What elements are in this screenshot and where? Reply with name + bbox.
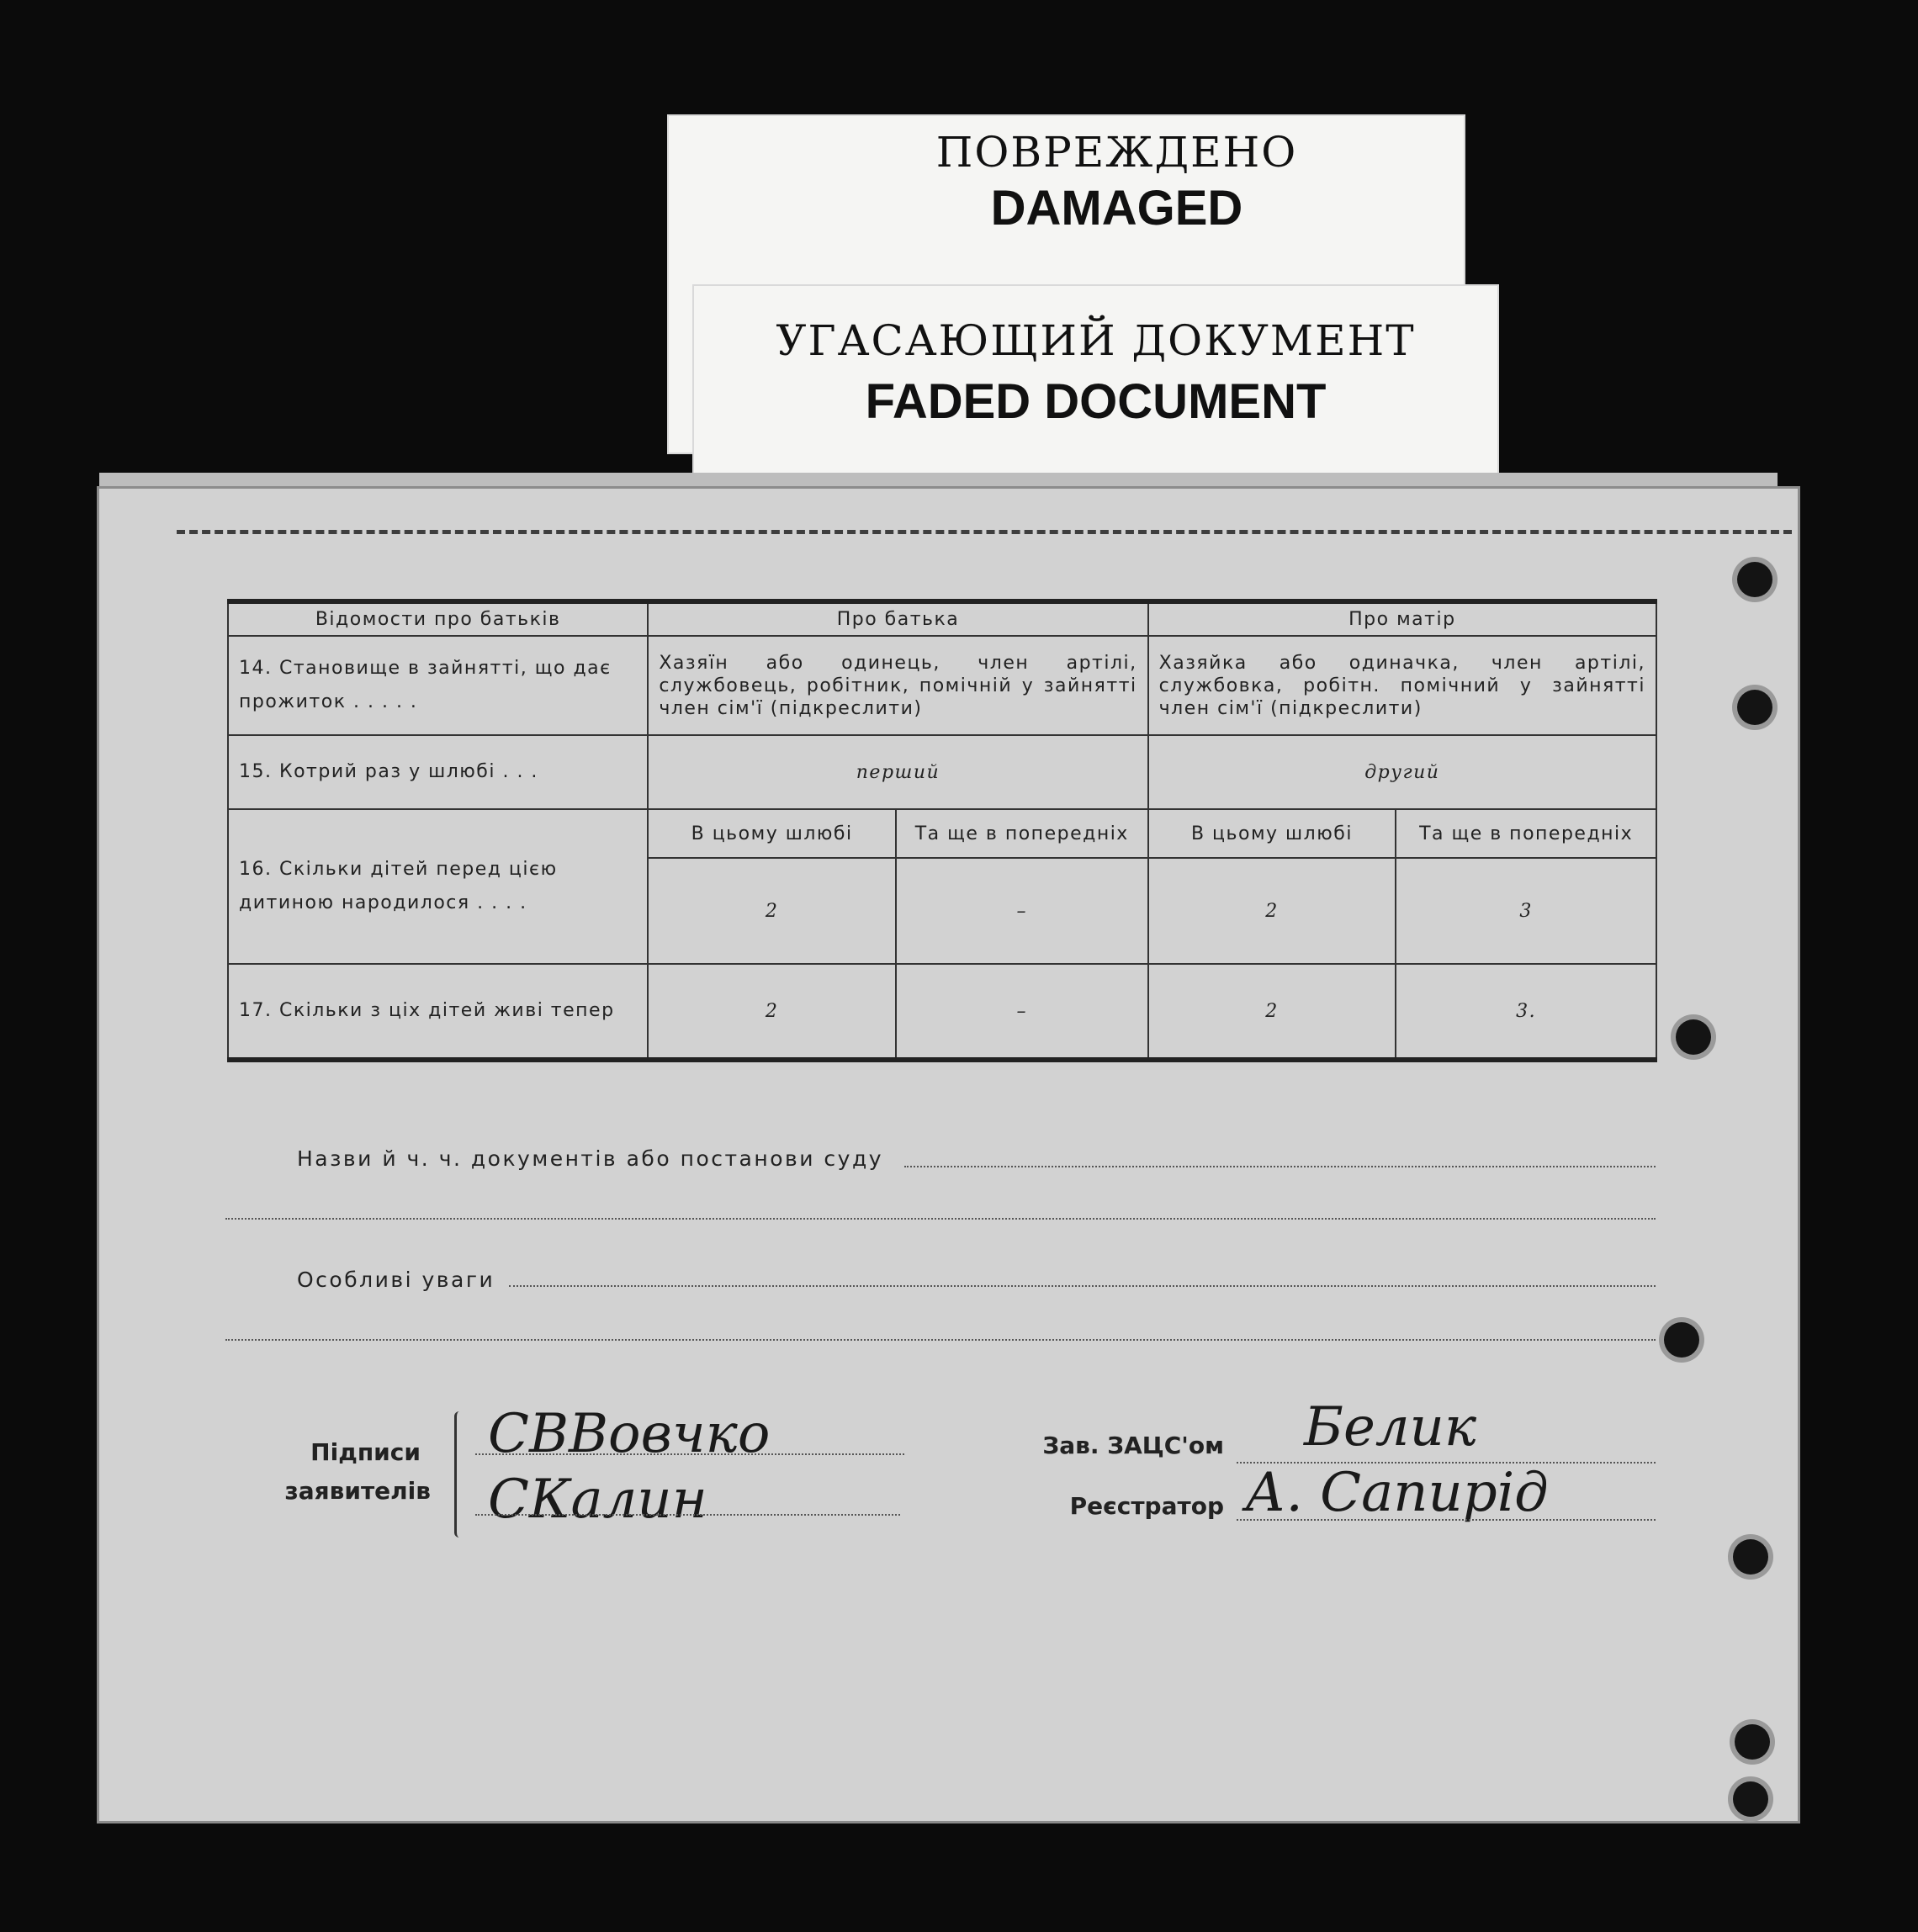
punch-hole	[1733, 1781, 1768, 1817]
row17-value: 3.	[1396, 964, 1656, 1060]
punch-hole	[1676, 1019, 1711, 1055]
applicants-label-1: Підписи	[310, 1438, 421, 1466]
registrar-signature: А. Сапирід	[1245, 1462, 1549, 1524]
subheader-father-previous: Та ще в попередніх	[896, 809, 1148, 858]
header-father: Про батька	[648, 601, 1147, 636]
row16-value: –	[896, 858, 1148, 964]
row16-value: 2	[1148, 858, 1396, 964]
row17-value: 2	[648, 964, 896, 1060]
punch-hole	[1735, 1724, 1770, 1760]
faded-stamp-card	[694, 286, 1497, 488]
documents-line	[904, 1166, 1656, 1167]
subheader-mother-previous: Та ще в попередніх	[1396, 809, 1656, 858]
notes-line-2	[225, 1339, 1656, 1341]
row17-label: 17. Скільки з ціх дітей живі тепер	[228, 964, 648, 1060]
documents-line-2	[225, 1218, 1656, 1220]
applicant-line-1	[475, 1453, 904, 1455]
head-signature: Белик	[1304, 1396, 1477, 1458]
applicant-line-2	[475, 1514, 900, 1516]
damaged-stamp-ru: ПОВРЕЖДЕНО	[935, 128, 1298, 177]
header-parents-info: Відомости про батьків	[228, 601, 648, 636]
row16-value: 3	[1396, 858, 1656, 964]
documents-field	[225, 1137, 1656, 1174]
parents-info-table	[227, 599, 1657, 1062]
header-mother: Про матір	[1148, 601, 1656, 636]
notes-field	[225, 1258, 1656, 1295]
head-label: Зав. ЗАЦС'ом	[1042, 1432, 1224, 1459]
documents-label: Назви й ч. ч. документів або постанови суду	[297, 1146, 884, 1171]
notes-line	[509, 1285, 1656, 1287]
subheader-mother-this: В цьому шлюбі	[1148, 809, 1396, 858]
row15-label: 15. Котрий раз у шлюбі . . .	[228, 735, 648, 809]
row16-label: 16. Скільки дітей перед цією дитиною народилося . . . .	[228, 809, 648, 964]
perforation-line	[177, 530, 1792, 534]
punch-hole	[1733, 1539, 1768, 1575]
damaged-stamp-en: DAMAGED	[990, 181, 1243, 236]
row17-value: –	[896, 964, 1148, 1060]
applicant-signature-1: СВВовчко	[488, 1403, 771, 1465]
table-subheader-row	[228, 809, 1656, 858]
table-header-row	[228, 601, 1656, 636]
applicants-bracket	[454, 1411, 469, 1538]
table-row	[228, 735, 1656, 809]
punch-hole	[1664, 1322, 1699, 1358]
punch-hole	[1737, 562, 1772, 597]
notes-label: Особливі уваги	[297, 1268, 495, 1292]
applicant-signature-2: СКалин	[488, 1469, 707, 1531]
row15-mother-value: другий	[1148, 735, 1656, 809]
row15-father-value: перший	[648, 735, 1147, 809]
row17-value: 2	[1148, 964, 1396, 1060]
registrar-label: Реєстратор	[1069, 1492, 1224, 1520]
row14-label: 14. Становище в зайнятті, що дає прожиток . . . . .	[228, 636, 648, 735]
row16-value: 2	[648, 858, 896, 964]
registrar-line	[1237, 1519, 1656, 1521]
subheader-father-this: В цьому шлюбі	[648, 809, 896, 858]
table-row	[228, 964, 1656, 1060]
row14-mother: Хазяйка або одиначка, член артілі, службовка, робітн. помічний у зайнятті член сім'ї (підкреслити)	[1148, 636, 1656, 735]
punch-hole	[1737, 690, 1772, 725]
table-row	[228, 636, 1656, 735]
applicants-label-2: заявителів	[284, 1477, 431, 1505]
faded-stamp-ru: УГАСАЮЩИЙ ДОКУМЕНТ	[776, 316, 1416, 365]
row14-father: Хазяїн або одинець, член артілі, службовець, робітник, помічній у зайнятті член сім'ї (підкреслити)	[648, 636, 1147, 735]
faded-stamp-en: FADED DOCUMENT	[865, 374, 1327, 429]
